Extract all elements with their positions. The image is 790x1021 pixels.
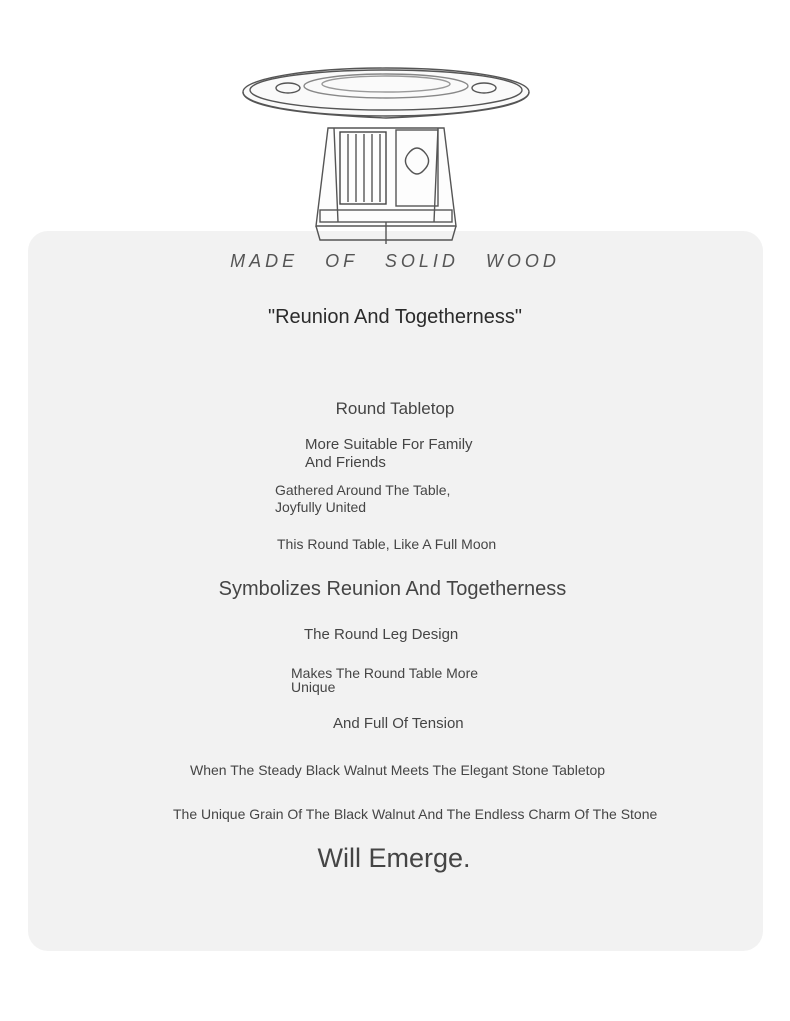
copy-line-grain-charm: The Unique Grain Of The Black Walnut And The Endless Charm Of The Stone [173, 806, 658, 822]
copy-line-round-tabletop: Round Tabletop [335, 399, 455, 418]
copy-line-symbolizes: Symbolizes Reunion And Togetherness [218, 578, 567, 600]
headline-quote: "Reunion And Togetherness" [267, 306, 522, 328]
copy-line-more-unique: Makes The Round Table More Unique [291, 665, 479, 695]
copy-line-will-emerge: Will Emerge. [317, 843, 471, 873]
copy-line-gathered: Gathered Around The Table, Joyfully United [275, 482, 451, 515]
copy-line-walnut-meets-stone: When The Steady Black Walnut Meets The Elegant Stone Tabletop [190, 762, 606, 778]
copy-line-tension: And Full Of Tension [333, 715, 464, 732]
copy-line-leg-design: The Round Leg Design [304, 626, 459, 643]
eyebrow-text: MADE OF SOLID WOOD [230, 251, 560, 271]
copy-line-full-moon: This Round Table, Like A Full Moon [277, 536, 497, 552]
copy-line-family-friends: More Suitable For Family And Friends [305, 436, 473, 471]
round-table-sketch [236, 62, 536, 246]
